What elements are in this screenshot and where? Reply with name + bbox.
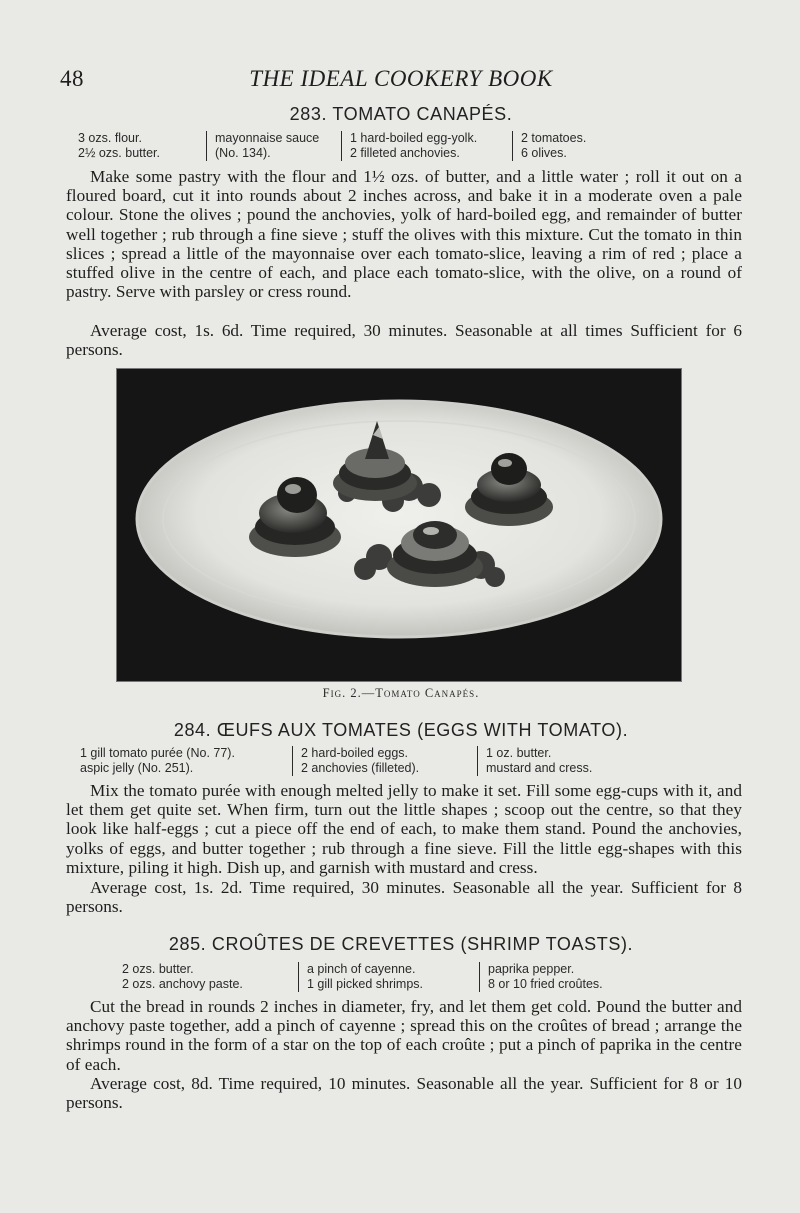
ingredient-column [341, 131, 512, 161]
recipe-284-title: 284. ŒUFS AUX TOMATES (EGGS WITH TOMATO). [173, 720, 629, 740]
ingredient-column [512, 131, 594, 161]
ingredient-item: mayonnaise sauce [215, 131, 320, 145]
recipe-285-ingredients [122, 962, 611, 992]
book-title: THE IDEAL COOKERY BOOK [249, 66, 553, 91]
running-header [60, 66, 742, 94]
photo-illustration [117, 369, 681, 681]
tomato-canapes-photo [116, 368, 682, 682]
figure-caption: Fig. 2.—Tomato Canapés. [322, 686, 480, 700]
ingredient-item: 2 ozs. butter. [122, 962, 194, 976]
recipe-284-note: Average cost, 1s. 2d. Time required, 30 minutes. Seasonable all the year. Sufficient for 8 persons. [66, 878, 742, 917]
ingredient-column [298, 962, 479, 992]
ingredient-item: 1 oz. butter. [486, 746, 552, 760]
ingredient-item: 2 hard-boiled eggs. [301, 746, 409, 760]
ingredient-item: 2 tomatoes. [521, 131, 587, 145]
ingredient-column [78, 131, 206, 161]
ingredient-item: 2 anchovies (filleted). [301, 761, 420, 775]
ingredient-item: a pinch of cayenne. [307, 962, 416, 976]
page-number: 48 [60, 66, 84, 91]
ingredient-item: 8 or 10 fried croûtes. [488, 977, 603, 991]
ingredient-item: mustard and cress. [486, 761, 593, 775]
recipe-283-title: 283. TOMATO CANAPÉS. [289, 104, 513, 124]
recipe-283-ingredients [78, 131, 594, 161]
ingredient-item: 1 gill picked shrimps. [307, 977, 424, 991]
ingredient-item: 1 hard-boiled egg-yolk. [350, 131, 478, 145]
ingredient-item: paprika pepper. [488, 962, 575, 976]
recipe-283-note: Average cost, 1s. 6d. Time required, 30 minutes. Seasonable at all times Sufficient for 6 persons. [66, 321, 742, 360]
ingredient-item: aspic jelly (No. 251). [80, 761, 194, 775]
ingredient-item: 2½ ozs. butter. [78, 146, 160, 160]
ingredient-item: 1 gill tomato purée (No. 77). [80, 746, 235, 760]
ingredient-column [206, 131, 341, 161]
ingredient-item: 3 ozs. flour. [78, 131, 142, 145]
ingredient-column [477, 746, 600, 776]
ingredient-column [479, 962, 611, 992]
ingredient-item: 2 ozs. anchovy paste. [122, 977, 243, 991]
ingredient-column [80, 746, 292, 776]
ingredient-item: (No. 134). [215, 146, 271, 160]
recipe-283-method: Make some pastry with the flour and 1½ ozs. of butter, and a little water ; roll it out on a floured board, cut it into rounds about 2 inches across, and bake it in a moderate oven a pale colour. Stone the olives ; pound the anchovies, yolk of hard-boiled egg, and remainder of butter well together ; rub through a fine sieve ; stuff the olives with this mixture. Cut the tomato in thin slices ; spread a little of the mayonnaise over each tomato-slice, leaving a rim of red ; place a stuffed olive in the centre of each, and place each tomato-slice, with the olive, on a round of pastry. Serve with parsley or cress round. [66, 167, 742, 302]
ingredient-column [292, 746, 477, 776]
recipe-285-title: 285. CROÛTES DE CREVETTES (SHRIMP TOASTS). [168, 934, 634, 954]
recipe-285-method: Cut the bread in rounds 2 inches in diameter, fry, and let them get cold. Pound the butter and anchovy paste together, add a pinch of cayenne ; spread this on the croûtes of bread ; arrange the shrimps round in the form of a star on the top of each croûte ; put a pinch of paprika in the centre of each. [66, 997, 742, 1074]
ingredient-item: 6 olives. [521, 146, 567, 160]
recipe-285-note: Average cost, 8d. Time required, 10 minutes. Seasonable all the year. Sufficient for 8 or 10 persons. [66, 1074, 742, 1113]
ingredient-item: 2 filleted anchovies. [350, 146, 460, 160]
recipe-284-method: Mix the tomato purée with enough melted jelly to make it set. Fill some egg-cups with it, and let them get quite set. When firm, turn out the little shapes ; scoop out the centre, so that they look like half-eggs ; cut a piece off the end of each, to make them stand. Pound the anchovies, yolks of eggs, and butter together ; rub through a fine sieve. Fill the little egg-shapes with this mixture, piling it high. Dish up, and garnish with mustard and cress. [66, 781, 742, 877]
recipe-284-ingredients [80, 746, 600, 776]
ingredient-column [122, 962, 298, 992]
